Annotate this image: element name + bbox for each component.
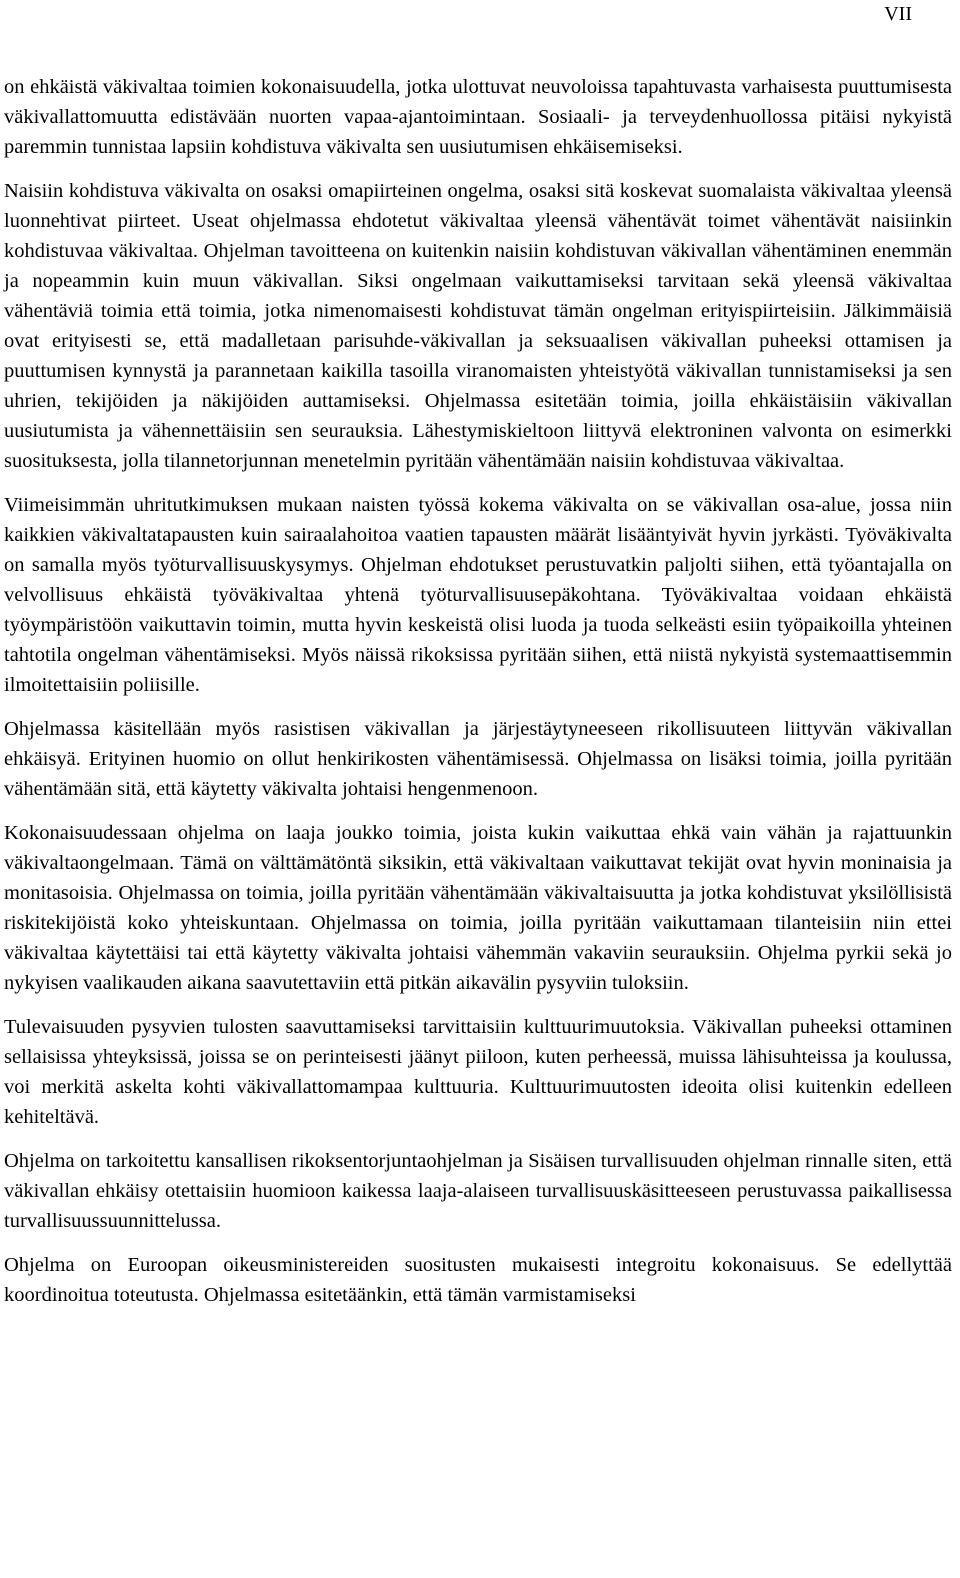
paragraph-cultural-change: Tulevaisuuden pysyvien tulosten saavuttamiseksi tarvittaisiin kulttuurimuutoksia. Väkivallan puheeksi ottaminen sellaisissa yhteyksissä, joissa se on perinteisesti jäänyt piiloon, kuten perheessä, muissa lähisuhteissa ja koulussa, voi merkitä askelta kohti väkivallattomampaa kulttuuria. Kulttuurimuutosten ideoita olisi kuitenkin edelleen kehiteltävä. xyxy=(4,1016,952,1128)
paragraph-programme-overview: Kokonaisuudessaan ohjelma on laaja joukko toimia, joista kukin vaikuttaa ehkä vain vähän ja rajattuunkin väkivaltaongelmaan. Tämä on välttämätöntä siksikin, että väkivaltaan vaikuttavat tekijät ovat hyvin moninaisia ja monitasoisia. Ohjelmassa on toimia, joilla pyritään vähentämään väkivaltaisuutta ja jotka kohdistuvat yksilöllisistä riskitekijöistä koko yhteiskuntaan. Ohjelmassa on toimia, joilla pyritään vaikuttamaan tilanteisiin niin ettei väkivaltaa käytettäisi tai että käytetty väkivalta johtaisi vähemmän vakaviin seurauksiin. Ohjelma pyrkii sekä jo nykyisen vaalikauden aikana saavutettaviin että pitkän aikavälin pysyviin tuloksiin. xyxy=(4,822,952,994)
paragraph-workplace-violence: Viimeisimmän uhritutkimuksen mukaan naisten työssä kokema väkivalta on se väkivallan osa-alue, jossa niin kaikkien väkivaltatapausten kuin sairaalahoitoa vaatien tapausten määrät lisääntyivät hyvin jyrkästi. Työväkivalta on samalla myös työturvallisuuskysymys. Ohjelman ehdotukset perustuvatkin paljolti siihen, että työantajalla on velvollisuus ehkäistä työväkivaltaa yhtenä työturvallisuusepäkohtana. Työväkivaltaa voidaan ehkäistä työympäristöön vaikuttavin toimin, mutta hyvin keskeistä olisi luoda ja tuoda selkeästi esiin työpaikoilla yhteinen tahtotila ongelman vähentämiseksi. Myös näissä rikoksissa pyritään siihen, että niistä nykyistä systemaattisemmin ilmoitettaisiin poliisille. xyxy=(4,494,952,696)
paragraph-national-programmes: Ohjelma on tarkoitettu kansallisen rikoksentorjuntaohjelman ja Sisäisen turvallisuuden ohjelman rinnalle siten, että väkivallan ehkäisy otettaisiin huomioon kaikessa laaja-alaiseen turvallisuuskäsitteeseen perustuvassa paikallisessa turvallisuussuunnittelussa. xyxy=(4,1150,952,1232)
page-number: VII xyxy=(884,3,912,25)
paragraph-european-recommendations: Ohjelma on Euroopan oikeusministereiden suositusten mukaisesti integroitu kokonaisuus. Se edellyttää koordinoitua toteutusta. Ohjelmassa esitetäänkin, että tämän varmistamiseksi xyxy=(4,1254,952,1306)
document-body xyxy=(4,72,952,1324)
paragraph-child-violence-prevention: on ehkäistä väkivaltaa toimien kokonaisuudella, jotka ulottuvat neuvoloissa tapahtuvasta varhaisesta puuttumisesta väkivallattomuutta edistävään nuorten vapaa-ajantoimintaan. Sosiaali- ja terveydenhuollossa pitäisi nykyistä paremmin tunnistaa lapsiin kohdistuva väkivalta sen uusiutumisen ehkäisemiseksi. xyxy=(4,76,952,158)
paragraph-violence-against-women: Naisiin kohdistuva väkivalta on osaksi omapiirteinen ongelma, osaksi sitä koskevat suomalaista väkivaltaa yleensä luonnehtivat piirteet. Useat ohjelmassa ehdotetut väkivaltaa yleensä vähentävät toimet vähentävät naisiinkin kohdistuvaa väkivaltaa. Ohjelman tavoitteena on kuitenkin naisiin kohdistuvan väkivallan vähentäminen enemmän ja nopeammin kuin muun väkivallan. Siksi ongelmaan vaikuttamiseksi tarvitaan sekä yleensä väkivaltaa vähentäviä toimia että toimia, jotka nimenomaisesti kohdistuvat tämän ongelman erityispiirteisiin. Jälkimmäisiä ovat erityisesti se, että madalletaan parisuhde-väkivallan ja seksuaalisen väkivallan puheeksi ottamisen ja puuttumisen kynnystä ja parannetaan kaikilla tasoilla viranomaisten yhteistyötä väkivallan tunnistamiseksi ja sen uhrien, tekijöiden ja näkijöiden auttamiseksi. Ohjelmassa esitetään toimia, joilla ehkäistäisiin väkivallan uusiutumista ja vähennettäisiin sen seurauksia. Lähestymiskieltoon liittyvä elektroninen valvonta on esimerkki suosituksesta, jolla tilannetorjunnan menetelmin pyritään vähentämään naisiin kohdistuvaa väkivaltaa. xyxy=(4,180,952,472)
paragraph-racist-violence: Ohjelmassa käsitellään myös rasistisen väkivallan ja järjestäytyneeseen rikollisuuteen liittyvän väkivallan ehkäisyä. Erityinen huomio on ollut henkirikosten vähentämisessä. Ohjelmassa on lisäksi toimia, joilla pyritään vähentämään sitä, että käytetty väkivalta johtaisi hengenmenoon. xyxy=(4,718,952,800)
